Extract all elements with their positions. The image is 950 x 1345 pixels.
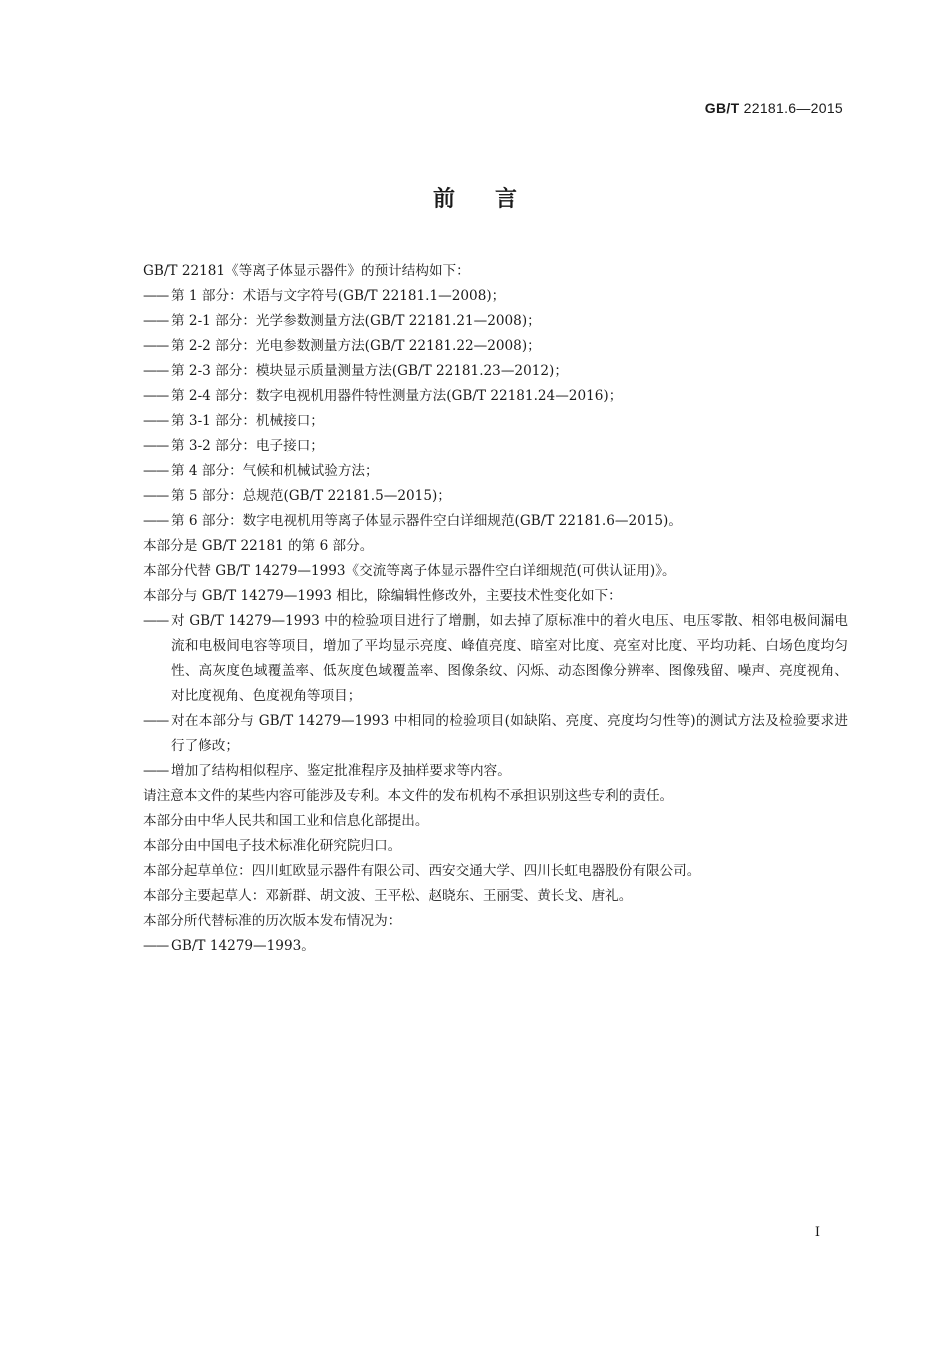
list-item	[143, 359, 848, 384]
drafters-paragraph: 本部分主要起草人：邓新群、胡文波、王平松、赵晓东、王丽雯、黄长戈、唐礼。	[143, 888, 633, 904]
changes-intro-paragraph: 本部分与 GB/T 14279—1993 相比，除编辑性修改外，主要技术性变化如下：	[143, 588, 622, 604]
list-item-text: 第 3-1 部分：机械接口；	[171, 413, 324, 429]
list-item	[143, 709, 848, 759]
list-item-text: 第 4 部分：气候和机械试验方法；	[171, 463, 379, 479]
intro-paragraph: GB/T 22181《等离子体显示器件》的预计结构如下：	[143, 263, 470, 279]
change-list	[143, 609, 848, 784]
list-dash: ——	[143, 613, 169, 629]
list-dash: ——	[143, 938, 169, 954]
list-item	[143, 434, 848, 459]
list-item-text: 第 3-2 部分：电子接口；	[171, 438, 324, 454]
list-item	[143, 759, 848, 784]
list-dash: ——	[143, 288, 169, 304]
list-item	[143, 284, 848, 309]
list-dash: ——	[143, 763, 169, 779]
patent-paragraph: 请注意本文件的某些内容可能涉及专利。本文件的发布机构不承担识别这些专利的责任。	[143, 788, 674, 804]
list-item	[143, 459, 848, 484]
list-item-text: 对 GB/T 14279—1993 中的检验项目进行了增删，如去掉了原标准中的着火电压、电压零散、相邻电极间漏电流和电极间电容等项目，增加了平均显示亮度、峰值亮度、暗室对比度、亮室对比度、平均功耗、白场色度均匀性、高灰度色域覆盖率、低灰度色域覆盖率、图像条纹、闪烁、动态图像分辨率、图像残留、噪声、亮度视角、对比度视角、色度视角等项目；	[171, 613, 848, 704]
list-item	[143, 484, 848, 509]
list-dash: ——	[143, 513, 169, 529]
page-number: I	[814, 1225, 820, 1240]
document-body	[143, 259, 848, 959]
list-dash: ——	[143, 388, 169, 404]
list-item-text: 第 2-3 部分：模块显示质量测量方法(GB/T 22181.23—2012)；	[171, 363, 568, 379]
list-dash: ——	[143, 463, 169, 479]
standard-prefix: GB/T	[704, 100, 740, 116]
standard-number: 22181.6—2015	[743, 100, 843, 116]
list-item	[143, 309, 848, 334]
list-dash: ——	[143, 338, 169, 354]
page-title: 前言	[432, 187, 557, 212]
list-item	[143, 934, 848, 959]
list-item-text: 第 1 部分：术语与文字符号(GB/T 22181.1—2008)；	[171, 288, 506, 304]
list-item-text: 对在本部分与 GB/T 14279—1993 中相同的检验项目(如缺陷、亮度、亮度均匀性等)的测试方法及检验要求进行了修改；	[171, 713, 848, 754]
list-dash: ——	[143, 363, 169, 379]
list-dash: ——	[143, 713, 169, 729]
structure-list	[143, 284, 848, 534]
list-item	[143, 384, 848, 409]
standard-code	[705, 100, 843, 116]
drafting-units-paragraph: 本部分起草单位：四川虹欧显示器件有限公司、西安交通大学、四川长虹电器股份有限公司。	[143, 863, 701, 879]
history-list	[143, 934, 848, 959]
replaces-paragraph: 本部分代替 GB/T 14279—1993《交流等离子体显示器件空白详细规范(可供认证用)》。	[143, 563, 676, 579]
list-item-text: 第 6 部分：数字电视机用等离子体显示器件空白详细规范(GB/T 22181.6—2015)。	[171, 513, 682, 529]
list-dash: ——	[143, 413, 169, 429]
part-paragraph: 本部分是 GB/T 22181 的第 6 部分。	[143, 538, 374, 554]
centralized-paragraph: 本部分由中国电子技术标准化研究院归口。	[143, 838, 402, 854]
list-dash: ——	[143, 313, 169, 329]
list-dash: ——	[143, 488, 169, 504]
proposed-paragraph: 本部分由中华人民共和国工业和信息化部提出。	[143, 813, 429, 829]
list-dash: ——	[143, 438, 169, 454]
list-item	[143, 409, 848, 434]
list-item-text: 第 5 部分：总规范(GB/T 22181.5—2015)；	[171, 488, 451, 504]
history-intro-paragraph: 本部分所代替标准的历次版本发布情况为：	[143, 913, 402, 929]
list-item-text: 增加了结构相似程序、鉴定批准程序及抽样要求等内容。	[171, 763, 511, 779]
list-item-text: 第 2-4 部分：数字电视机用器件特性测量方法(GB/T 22181.24—2016)；	[171, 388, 623, 404]
list-item	[143, 609, 848, 709]
list-item-text: 第 2-2 部分：光电参数测量方法(GB/T 22181.22—2008)；	[171, 338, 541, 354]
list-item-text: GB/T 14279—1993。	[171, 938, 315, 954]
list-item	[143, 334, 848, 359]
list-item	[143, 509, 848, 534]
list-item-text: 第 2-1 部分：光学参数测量方法(GB/T 22181.21—2008)；	[171, 313, 541, 329]
